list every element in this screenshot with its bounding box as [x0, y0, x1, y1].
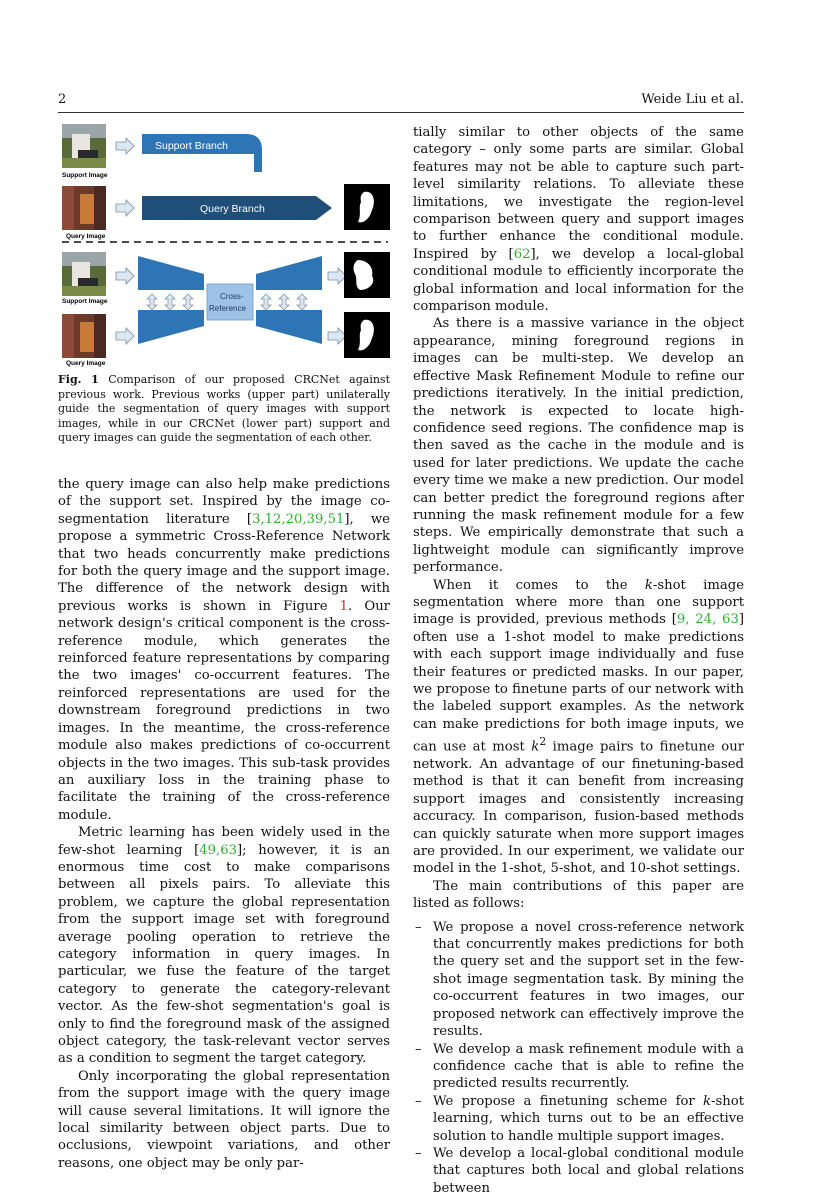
- left-column: [58, 476, 390, 1172]
- query-decoder: [256, 310, 322, 344]
- cross-reference-module: [207, 284, 253, 320]
- page-number: 2: [58, 92, 67, 107]
- query-image-bottom: [62, 314, 106, 358]
- support-decoder: [256, 256, 322, 290]
- arrow-right-icon: [116, 328, 134, 344]
- cross-reference-label-1: Cross-: [220, 292, 244, 301]
- bidirectional-arrows-right: [261, 294, 307, 310]
- citation-link[interactable]: 3,12,20,39,51: [252, 511, 345, 527]
- figure-diagram: [58, 122, 390, 372]
- paragraph: tially similar to other objects of the same category – only some parts are similar. Global features may not be able to capture such part-level similarity relations. To alleviate these limitations, we investigate the region-level comparison between query and support images to further enhance the conditional module. Inspired by [62], we develop a local-global conditional module to efficiently incorporate the global information and local information for the comparison module.: [413, 125, 744, 315]
- support-image-label-bottom: Support Image: [62, 298, 108, 305]
- arrow-right-icon: [116, 268, 134, 284]
- query-encoder: [138, 310, 204, 344]
- query-image-label-top: Query Image: [66, 233, 106, 240]
- support-encoder: [138, 256, 204, 290]
- support-image-top: [62, 124, 106, 168]
- cross-reference-label-2: Reference: [209, 304, 246, 313]
- contributions-list: [413, 919, 744, 1197]
- arrow-right-icon: [328, 328, 346, 344]
- citation-link[interactable]: 9, 24, 63: [676, 612, 739, 628]
- figure-caption: [58, 373, 390, 446]
- arrow-right-icon: [328, 268, 346, 284]
- paragraph: Metric learning has been widely used in the few-shot learning [49,63]; however, it is an enormous time cost to make comparisons between all pixels pairs. To alleviate this problem, we capture the global representation from the support image set with foreground average pooling operation to retrieve the category information in query images. In particular, we fuse the feature of the target category to generate the category-relevant vector. As the few-shot segmentation's goal is only to find the foreground mask of the assigned object category, the task-relevant vector serves as a condition to segment the target category.: [58, 825, 390, 1067]
- running-header: [58, 90, 744, 113]
- query-branch-label: Query Branch: [200, 203, 265, 215]
- figure-caption-label: Fig. 1: [58, 373, 99, 386]
- paragraph: As there is a massive variance in the object appearance, mining foreground regions in images can be multi-step. We develop an effective Mask Refinement Module to refine our predictions iteratively. In the initial prediction, the network is expected to locate high-confidence seed regions. The confidence map is then saved as the cache in the module and is used for later predictions. We update the cache every time we make a new prediction. Our model can better predict the foreground regions after running the mask refinement module for a few steps. We empirically demonstrate that such a lightweight module can significantly improve performance.: [413, 316, 744, 576]
- list-item: – We propose a novel cross-reference network that concurrently makes predictions for both the query set and the support set in the few-shot image segmentation task. By mining the co-occurrent features in two images, our proposed network can effectively improve the results.: [415, 919, 744, 1040]
- arrow-right-icon: [116, 138, 134, 154]
- figure-reference-link[interactable]: 1: [339, 598, 349, 614]
- support-image-bottom: [62, 252, 106, 296]
- paragraph: When it comes to the k-shot image segmentation where more than one support image is provided, previous methods [9, 24, 63] often use a 1-shot model to make predictions with each support image individually and fuse their features or predicted masks. In our paper, we propose to finetune parts of our network with the labeled support examples. As the network can make predictions for both image inputs, we can use at most $k^2$ image pairs to finetune our network. An advantage of our finetuning-based method is that it can benefit from increasing support images and consistently increasing accuracy. In comparison, fusion-based methods can quickly saturate when more support images are provided. In our experiment, we validate our model in the 1-shot, 5-shot, and 10-shot settings.: [413, 577, 745, 877]
- paragraph: The main contributions of this paper are listed as follows:: [413, 878, 744, 912]
- list-item: – We develop a mask refinement module with a confidence cache that is able to refine the predicted results recurrently.: [415, 1041, 744, 1092]
- support-image-label-top: Support Image: [62, 172, 108, 179]
- right-column: [413, 124, 744, 1197]
- list-item: – We develop a local-global conditional module that captures both local and global relations between: [415, 1145, 744, 1196]
- paragraph: the query image can also help make predictions of the support set. Inspired by the image co-segmentation literature [3,12,20,39,51], we propose a symmetric Cross-Reference Network that two heads concurrently make predictions for both the query image and the support image. The difference of the network design with previous works is shown in Figure 1. Our network design's critical component is the cross-reference module, which generates the reinforced feature representations by comparing the two images' co-occurrent features. The reinforced representations are used for the downstream foreground predictions in two images. In the meantime, the cross-reference module also makes predictions of co-occurrent objects in the two images. This sub-task provides an auxiliary loss in the training phase to facilitate the training of the cross-reference module.: [58, 477, 390, 823]
- query-image-top: [62, 186, 106, 230]
- citation-link[interactable]: 62: [513, 246, 531, 262]
- figure-caption-text: Comparison of our proposed CRCNet against previous work. Previous works (upper part) unilaterally guide the segmentation of query images with support images, while in our CRCNet (lower part) support and query images can guide the segmentation of each other.: [58, 373, 391, 445]
- citation-link[interactable]: 49,63: [199, 842, 238, 858]
- bidirectional-arrows-left: [147, 294, 193, 310]
- paragraph: Only incorporating the global representation from the support image with the query image will cause several limitations. It will ignore the local similarity between object parts. Due to occlusions, viewpoint variations, and other reasons, one object may be only par-: [58, 1068, 390, 1171]
- query-image-label-bottom: Query Image: [66, 360, 106, 367]
- arrow-right-icon: [116, 200, 134, 216]
- running-author: Weide Liu et al.: [641, 92, 744, 107]
- list-item: – We propose a finetuning scheme for k-shot learning, which turns out to be an effective solution to handle multiple support images.: [415, 1093, 744, 1144]
- figure-1: [58, 122, 390, 372]
- support-branch-label: Support Branch: [155, 140, 228, 152]
